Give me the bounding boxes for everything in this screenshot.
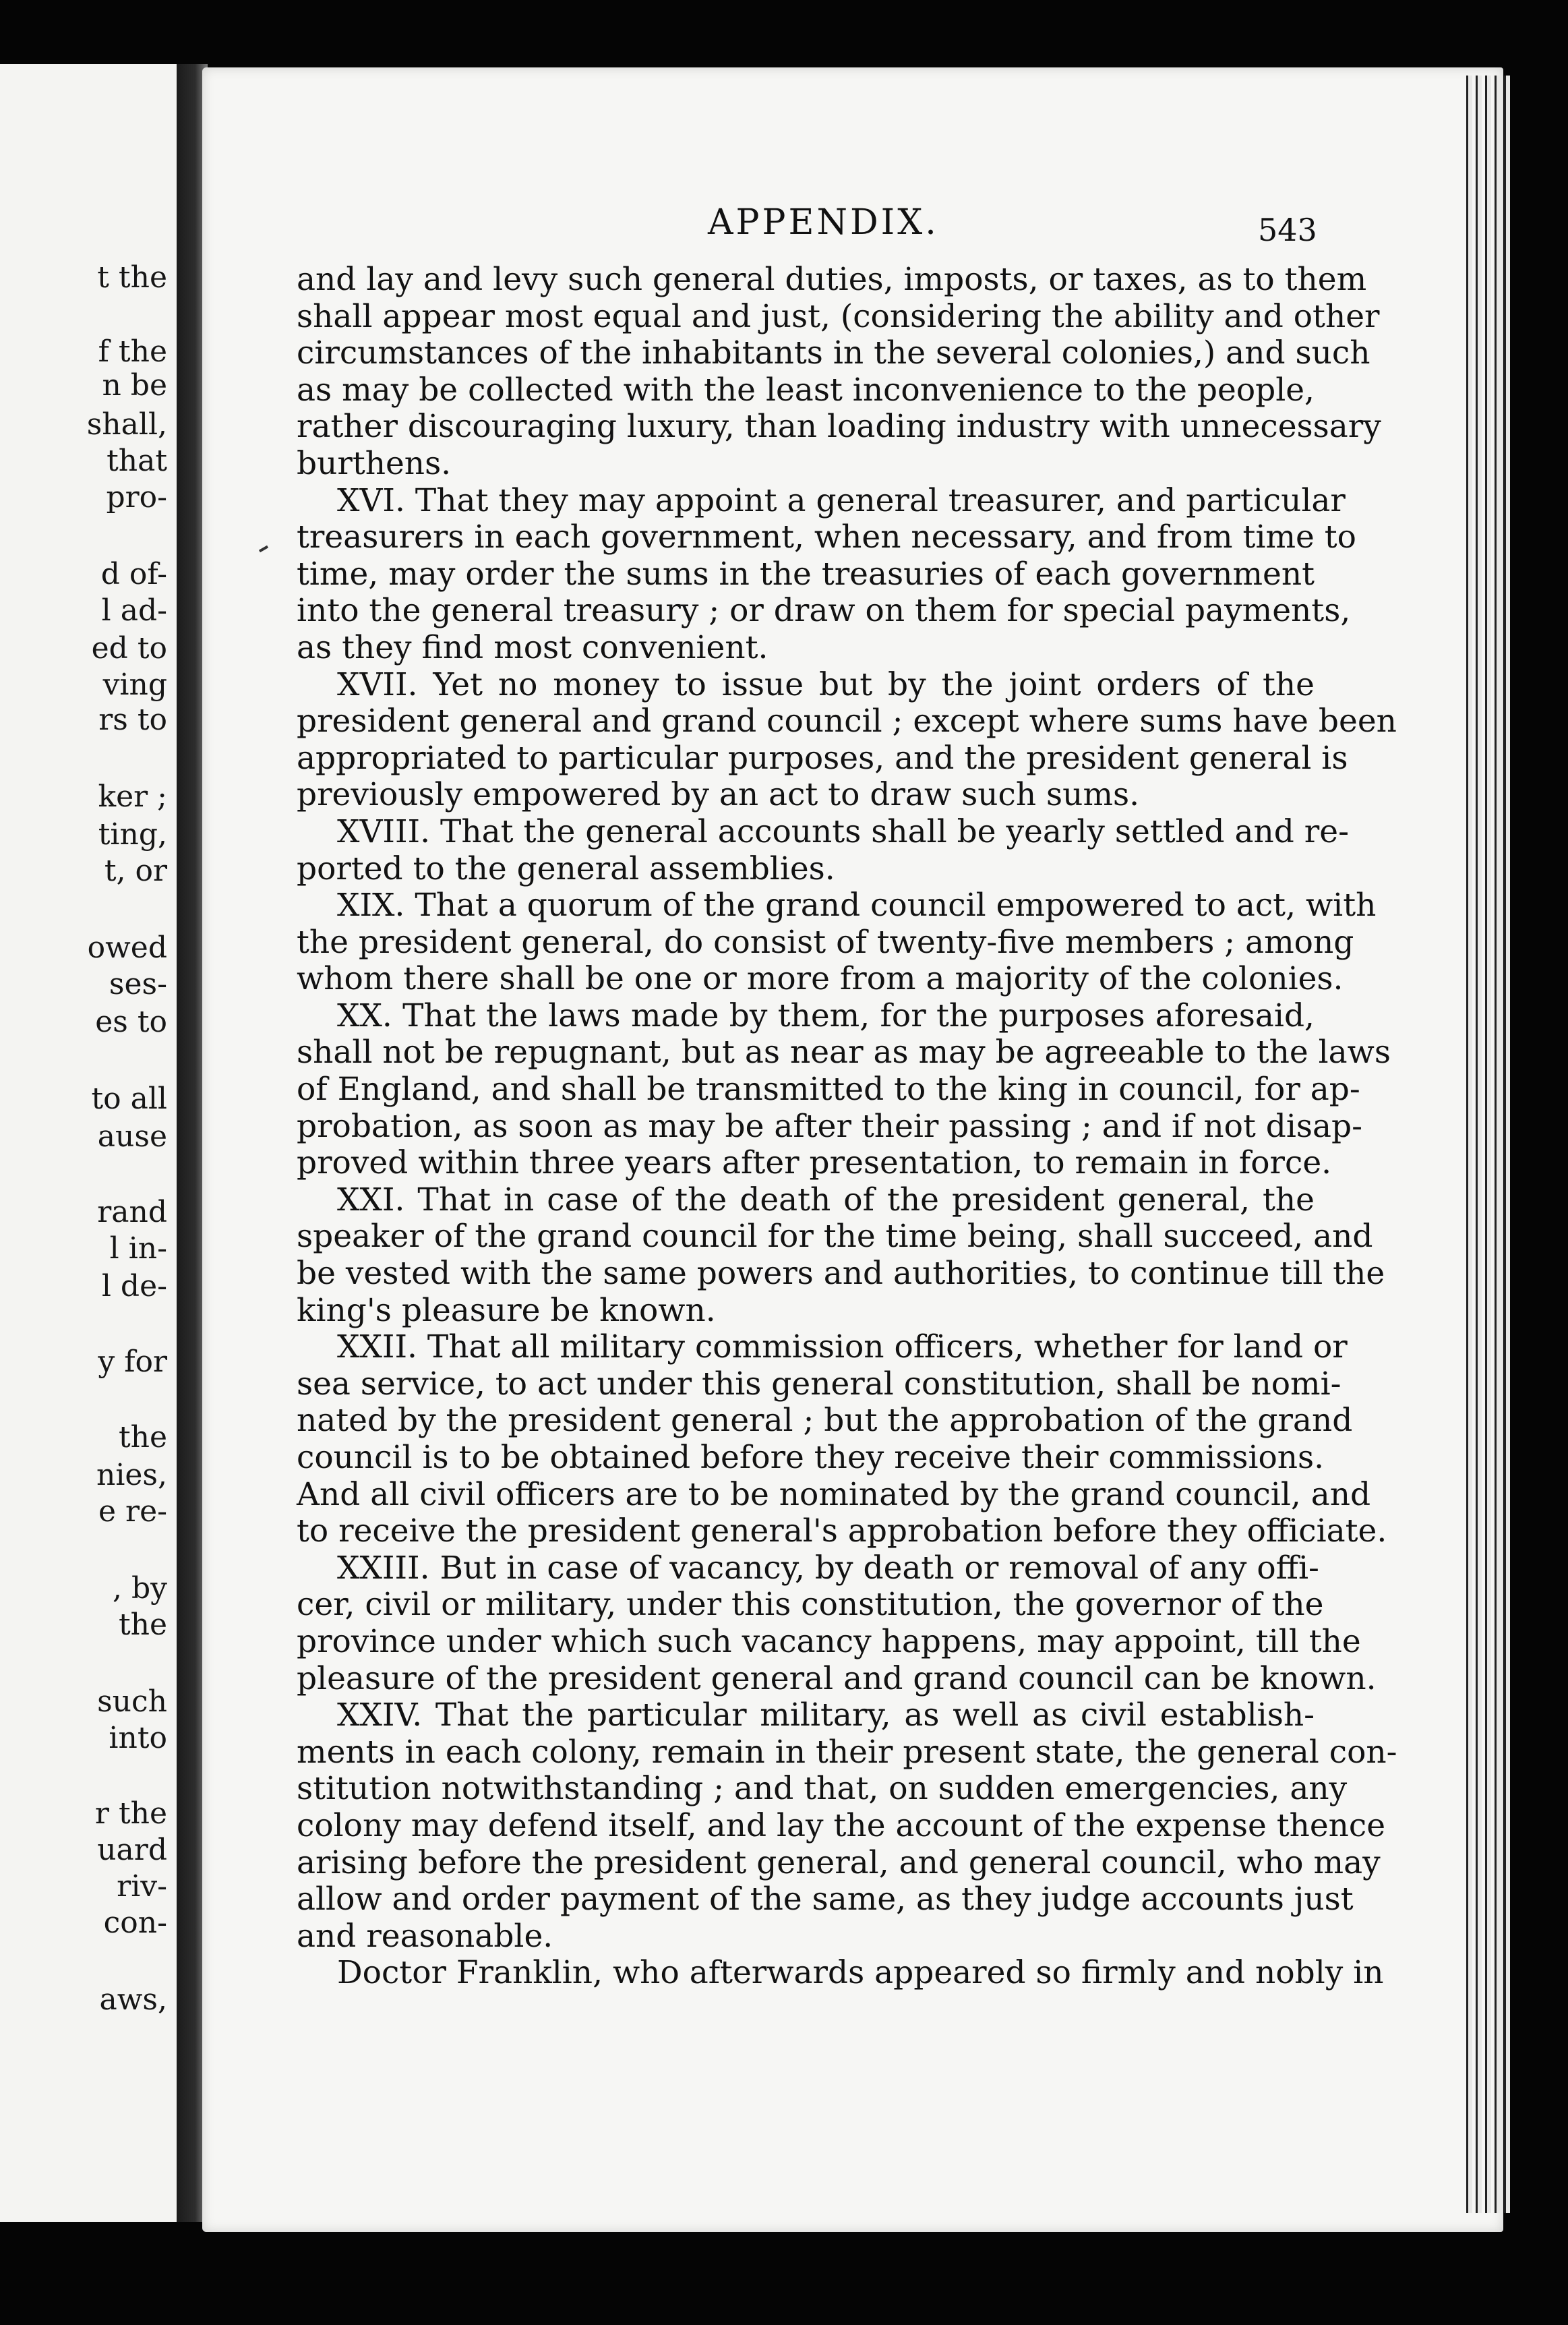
text-line: XVIII. That the general accounts shall be yearly settled and re-	[337, 813, 1349, 850]
facing-page-line: ker ;	[98, 779, 167, 814]
text-line: ments in each colony, remain in their present state, the general con-	[297, 1733, 1397, 1771]
facing-page-line: con-	[103, 1906, 167, 1940]
text-line: rather discouraging luxury, than loading industry with unnecessary	[297, 408, 1381, 446]
text-line: be vested with the same powers and authorities, to continue till the	[297, 1255, 1385, 1293]
facing-page-line: aws,	[99, 1982, 167, 2017]
text-line: XIX. That a quorum of the grand council empowered to act, with	[337, 887, 1377, 924]
page-number: 543	[1258, 212, 1317, 248]
text-line: council is to be obtained before they receive their commissions.	[297, 1439, 1325, 1476]
text-line: and lay and levy such general duties, imposts, or taxes, as to them	[297, 261, 1367, 298]
facing-page-line: f the	[98, 334, 167, 369]
text-line: colony may defend itself, and lay the account of the expense thence	[297, 1806, 1386, 1844]
text-line: XXIV. That the particular military, as well as civil establish-	[337, 1697, 1315, 1734]
facing-page-line: y for	[98, 1345, 167, 1379]
text-line: nated by the president general ; but the approbation of the grand	[297, 1402, 1353, 1440]
text-line: burthens.	[297, 444, 452, 482]
text-line: and reasonable.	[297, 1917, 553, 1955]
text-line: into the general treasury ; or draw on them for special payments,	[297, 592, 1351, 630]
text-line: XX. That the laws made by them, for the purposes aforesaid,	[337, 997, 1315, 1034]
running-head-title: APPENDIX.	[708, 202, 939, 243]
facing-page-line: the	[118, 1420, 167, 1454]
text-line: And all civil officers are to be nominated by the grand council, and	[297, 1475, 1371, 1513]
text-line: allow and order payment of the same, as they judge accounts just	[297, 1881, 1354, 1918]
facing-page-line: riv-	[117, 1869, 167, 1904]
facing-page-line: d of-	[100, 557, 167, 591]
facing-page-line: l ad-	[101, 593, 167, 628]
text-line: shall not be repugnant, but as near as may be agreeable to the laws	[297, 1034, 1391, 1071]
text-line: province under which such vacancy happens, may appoint, till the	[297, 1622, 1361, 1660]
text-line: probation, as soon as may be after their passing ; and if not disap-	[297, 1107, 1363, 1145]
facing-page-line: l de-	[101, 1269, 167, 1303]
facing-page-line: to all	[91, 1082, 167, 1116]
facing-page-line: such	[97, 1684, 167, 1719]
text-line: the president general, do consist of twenty-five members ; among	[297, 923, 1354, 961]
text-line: Doctor Franklin, who afterwards appeared so firmly and nobly in	[337, 1954, 1384, 1992]
text-line: of England, and shall be transmitted to the king in council, for ap-	[297, 1071, 1360, 1109]
text-line: cer, civil or military, under this constitution, the governor of the	[297, 1586, 1324, 1624]
facing-page-line: into	[109, 1721, 167, 1755]
text-line: ported to the general assemblies.	[297, 850, 835, 887]
facing-page-line: rand	[97, 1195, 167, 1229]
article-text	[297, 261, 1397, 1992]
text-line: to receive the president general's approbation before they officiate.	[297, 1512, 1387, 1550]
facing-page-fragment	[0, 64, 179, 2222]
facing-page-line: l in-	[109, 1231, 167, 1266]
facing-page-line: the	[118, 1608, 167, 1642]
text-line: as may be collected with the least inconvenience to the people,	[297, 371, 1315, 409]
facing-page-line: ause	[97, 1119, 167, 1154]
text-line: sea service, to act under this general constitution, shall be nomi-	[297, 1365, 1341, 1403]
facing-page-line: owed	[87, 931, 167, 965]
facing-page-line: r the	[94, 1796, 167, 1831]
text-line: treasurers in each government, when necessary, and from time to	[297, 519, 1356, 556]
facing-page-line: ed to	[91, 631, 167, 666]
facing-page-line: , by	[113, 1571, 167, 1606]
facing-page-line: e re-	[98, 1494, 167, 1529]
text-line: arising before the president general, and general council, who may	[297, 1844, 1381, 1881]
facing-page-line: that	[107, 444, 167, 478]
facing-page-line: t the	[97, 260, 167, 295]
facing-page-line: uard	[97, 1833, 167, 1867]
text-line: XXIII. But in case of vacancy, by death or removal of any offi-	[337, 1549, 1319, 1587]
text-line: king's pleasure be known.	[297, 1291, 716, 1329]
text-line: proved within three years after presentation, to remain in force.	[297, 1144, 1332, 1182]
text-line: XVI. That they may appoint a general treasurer, and particular	[337, 481, 1346, 519]
text-line: speaker of the grand council for the time being, shall succeed, and	[297, 1218, 1373, 1256]
text-line: appropriated to particular purposes, and the president general is	[297, 739, 1348, 777]
text-line: whom there shall be one or more from a majority of the colonies.	[297, 960, 1344, 998]
facing-page-line: es to	[95, 1005, 167, 1039]
text-line: president general and grand council ; except where sums have been	[297, 703, 1397, 740]
facing-page-line: n be	[102, 368, 167, 403]
facing-page-line: ses-	[109, 967, 167, 1001]
text-line: circumstances of the inhabitants in the several colonies,) and such	[297, 334, 1370, 372]
text-line: pleasure of the president general and grand council can be known.	[297, 1659, 1377, 1697]
facing-page-line: ting,	[98, 817, 167, 852]
facing-page-line: shall,	[86, 407, 167, 442]
text-line: previously empowered by an act to draw such sums.	[297, 776, 1140, 814]
page-edges	[1466, 76, 1527, 2213]
facing-page-line: ving	[102, 668, 167, 702]
text-line: shall appear most equal and just, (considering the ability and other	[297, 297, 1380, 335]
text-line: as they find most convenient.	[297, 628, 768, 666]
text-line: stitution notwithstanding ; and that, on sudden emergencies, any	[297, 1770, 1348, 1808]
facing-page-line: t, or	[104, 854, 167, 888]
facing-page-line: pro-	[106, 480, 167, 514]
facing-page-line: nies,	[96, 1458, 167, 1492]
text-line: time, may order the sums in the treasuries of each government	[297, 555, 1315, 593]
text-line: XVII. Yet no money to issue but by the joint orders of the	[337, 666, 1315, 703]
text-line: XXI. That in case of the death of the president general, the	[337, 1181, 1315, 1218]
facing-page-line: rs to	[98, 703, 167, 737]
text-line: XXII. That all military commission officers, whether for land or	[337, 1328, 1348, 1366]
